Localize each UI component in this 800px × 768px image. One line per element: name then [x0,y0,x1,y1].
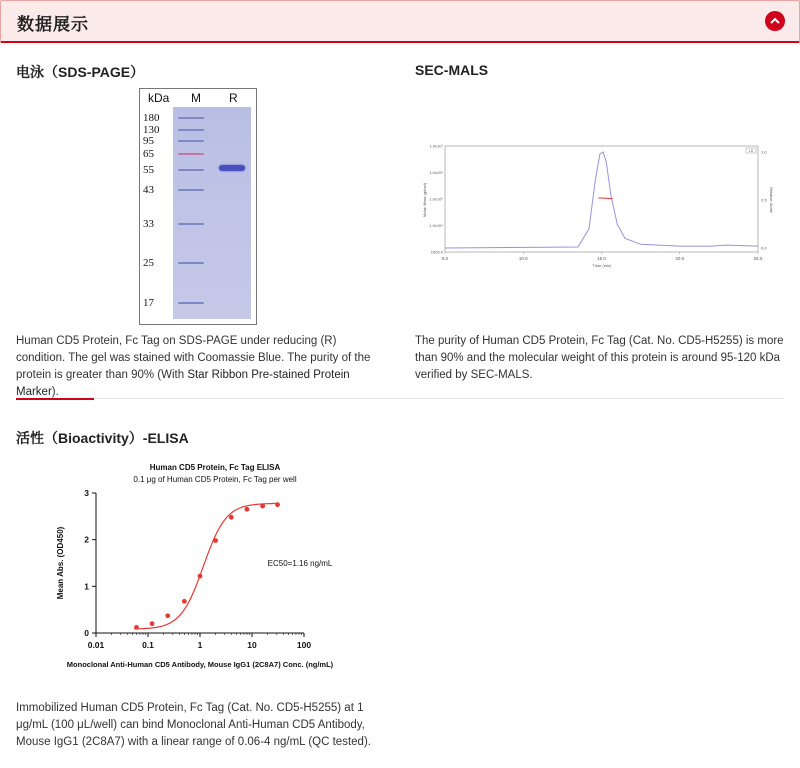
sample-band [219,165,245,171]
sec-y-right-axis-label: Relative Scale [769,187,774,213]
elisa-y-tick-label: 3 [84,488,89,498]
elisa-x-tick-label: 0.01 [87,640,105,650]
sds-page-caption [16,333,386,401]
marker-band [178,169,204,171]
elisa-data-point [165,613,170,618]
gel-lane-r-label: R [229,91,238,105]
sec-y-tick-label: 1.0x10⁷ [429,143,443,149]
elisa-data-point [245,507,250,512]
gel-marker-label: 95 [143,135,154,147]
elisa-ec50-annotation: EC50=1.16 ng/mL [267,559,333,568]
sec-x-tick-label: 25.0 [753,256,763,261]
elisa-fit-curve [135,503,279,629]
gel-lane-m-label: M [191,91,201,105]
gel-marker-label: 130 [143,124,160,136]
sec-y-right-tick-label: 0.0 [761,245,767,251]
elisa-data-point [213,538,218,543]
elisa-data-point [134,625,139,630]
elisa-x-tick-label: 100 [296,640,312,650]
sec-y-right-tick-label: 1.0 [761,149,767,155]
elisa-y-tick-label: 1 [84,581,89,592]
elisa-data-point [198,574,203,579]
elisa-title: 活性（Bioactivity）-ELISA [16,430,189,446]
elisa-chart [40,458,380,678]
elisa-chart-subtitle: 0.1 μg of Human CD5 Protein, Fc Tag per well [133,475,297,484]
elisa-y-tick-label: 2 [84,534,89,545]
elisa-x-tick-label: 1 [197,640,203,650]
sec-x-tick-label: 20.0 [675,256,685,261]
gel-marker-label: 43 [143,184,154,196]
elisa-x-tick-label: 0.1 [142,640,154,650]
elisa-data-point [150,621,155,626]
elisa-chart-title: Human CD5 Protein, Fc Tag ELISA [149,463,281,472]
collapse-button[interactable] [765,11,785,31]
sec-y-tick-label: 1.0x10⁵ [429,196,443,202]
gel-kda-label: kDa [148,91,170,105]
sec-y-tick-label: 1.0x10⁶ [429,170,443,175]
section-header [0,0,800,43]
gel-marker-label: 33 [143,218,154,230]
sec-y-right-tick-label: 0.5 [761,197,767,203]
sec-ls-trace [445,152,758,248]
divider-accent [16,398,94,400]
sec-mals-title: SEC-MALS [415,62,489,78]
sec-x-tick-label: 15.0 [597,256,606,261]
sec-mals-caption: The purity of Human CD5 Protein, Fc Tag (Cat. No. CD5-H5255) is more than 90% and the molecular weight of this protein is around 95-120 kDa verified by SEC-MALS. [415,335,784,381]
marker-band [178,223,204,225]
sec-plot-frame [445,146,758,252]
section-divider [16,398,784,399]
sec-x-axis-label: Time (min) [592,263,612,268]
sds-caption-text: Human CD5 Protein, Fc Tag on SDS-PAGE under reducing (R) condition. The gel was stained with Coomassie Blue. The purity of the protein is greater than 90% (With [16,335,371,381]
marker-band [178,153,204,155]
elisa-x-axis-label: Monoclonal Anti-Human CD5 Antibody, Mouse IgG1 (2C8A7) Conc. (ng/mL) [66,660,334,669]
gel-marker-label: 25 [143,257,154,269]
marker-band [178,117,204,119]
marker-band [178,140,204,142]
sds-page-title: 电泳（SDS-PAGE） [16,64,145,80]
gel-marker-label: 180 [143,112,160,124]
elisa-data-point [182,599,187,604]
sec-y-tick-label: 1000.0 [430,249,443,255]
sds-caption-end: ). [51,386,59,398]
marker-band [178,189,204,191]
sec-x-tick-label: 5.0 [441,256,449,261]
section-title: 数据展示 [17,15,89,34]
gel-marker-label: 65 [143,148,154,160]
sec-molar-mass-trace [598,198,612,199]
gel-body [173,107,251,319]
elisa-data-point [260,504,265,509]
sds-page-gel-image [139,88,257,325]
sec-legend-label: LS [748,149,754,153]
elisa-caption: Immobilized Human CD5 Protein, Fc Tag (Cat. No. CD5-H5255) at 1 μg/mL (100 μL/well) can bind Monoclonal Anti-Human CD5 Antibody, Mouse IgG1 (2C8A7) with a linear range of 0.06-4 ng/mL (QC tested). [16,702,371,748]
marker-band [178,129,204,131]
chevron-up-icon [769,15,781,27]
marker-band [178,262,204,264]
sec-y-axis-label: Molar Mass (g/mol) [422,182,427,218]
elisa-x-tick-label: 10 [247,640,257,650]
elisa-data-point [229,515,234,520]
marker-link[interactable]: Star Ribbon Pre-stained Protein Marker [16,369,350,398]
marker-band [178,302,204,304]
gel-marker-label: 55 [143,164,154,176]
sec-mals-chart [420,140,780,270]
gel-marker-label: 17 [143,297,154,309]
elisa-data-point [275,502,280,507]
elisa-y-tick-label: 0 [84,628,89,638]
elisa-y-axis-label: Mean Abs. (OD450) [56,526,65,600]
sec-x-tick-label: 10.0 [518,256,528,261]
sec-y-tick-label: 1.0x10⁴ [429,223,443,228]
